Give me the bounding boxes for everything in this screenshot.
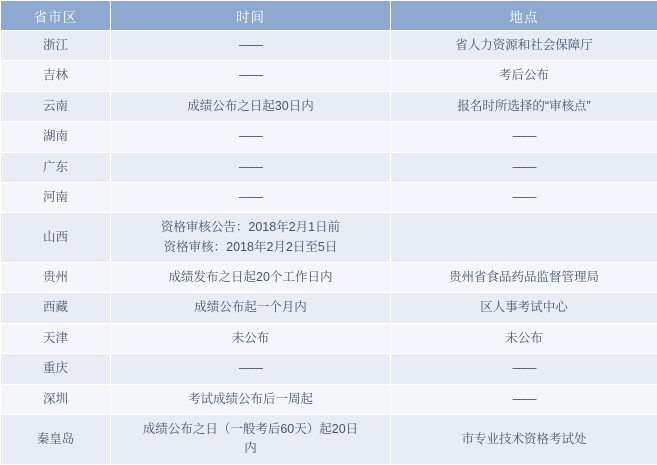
cell-place	[391, 122, 657, 152]
cell-region	[1, 384, 111, 414]
cell-text: ——	[395, 158, 653, 177]
cell-text: ——	[395, 188, 653, 207]
cell-time	[111, 213, 391, 263]
cell-time	[111, 414, 391, 464]
cell-text: 内	[115, 439, 386, 458]
cell-text: 考后公布	[395, 66, 653, 85]
cell-text: 河南	[5, 188, 106, 207]
cell-place	[391, 354, 657, 384]
cell-text: 秦皇岛	[5, 430, 106, 449]
cell-region	[1, 61, 111, 91]
table-row	[1, 323, 657, 353]
column-header-region: 省市区	[1, 1, 111, 31]
table-row	[1, 61, 657, 91]
cell-region	[1, 414, 111, 464]
cell-text: 市专业技术资格考试处	[395, 430, 653, 449]
cell-place	[391, 213, 657, 263]
cell-text: ——	[115, 36, 386, 55]
cell-text: 区人事考试中心	[395, 298, 653, 317]
column-header-place: 地点	[391, 1, 657, 31]
column-header-time: 时间	[111, 1, 391, 31]
cell-text: 西藏	[5, 298, 106, 317]
cell-text: 未公布	[395, 329, 653, 348]
table-row	[1, 182, 657, 212]
cell-text: ——	[395, 359, 653, 378]
table-row	[1, 213, 657, 263]
cell-region	[1, 152, 111, 182]
cell-text: ——	[115, 359, 386, 378]
table-header	[1, 1, 657, 31]
table-row	[1, 414, 657, 464]
table-header-row	[1, 1, 657, 31]
table-body	[1, 31, 657, 465]
cell-text: 资格审核公告：2018年2月1日前	[115, 218, 386, 237]
cell-place	[391, 323, 657, 353]
cell-place	[391, 414, 657, 464]
cell-text: 省人力资源和社会保障厅	[395, 36, 653, 55]
table-row	[1, 91, 657, 121]
cell-text: 吉林	[5, 66, 106, 85]
cell-time	[111, 31, 391, 61]
cell-place	[391, 91, 657, 121]
cell-text: 资格审核：2018年2月2日至5日	[115, 238, 386, 257]
cell-text: ——	[115, 66, 386, 85]
cell-text: 天津	[5, 329, 106, 348]
cell-time	[111, 384, 391, 414]
cell-time	[111, 182, 391, 212]
table-row	[1, 152, 657, 182]
cell-time	[111, 263, 391, 293]
cell-place	[391, 263, 657, 293]
cell-text: 云南	[5, 97, 106, 116]
cell-text: 广东	[5, 158, 106, 177]
table-row	[1, 31, 657, 61]
cell-text: ——	[395, 127, 653, 146]
cell-text: ——	[115, 188, 386, 207]
cell-region	[1, 213, 111, 263]
cell-text: 未公布	[115, 329, 386, 348]
cell-text: ——	[115, 158, 386, 177]
cell-region	[1, 354, 111, 384]
cell-region	[1, 122, 111, 152]
cell-place	[391, 152, 657, 182]
cell-time	[111, 354, 391, 384]
cell-place	[391, 182, 657, 212]
cell-text: 贵州	[5, 268, 106, 287]
cell-time	[111, 323, 391, 353]
cell-text: 成绩公布之日起30日内	[115, 97, 386, 116]
cell-text: 深圳	[5, 390, 106, 409]
cell-text: 浙江	[5, 36, 106, 55]
cell-region	[1, 263, 111, 293]
cell-region	[1, 293, 111, 323]
cell-text: ——	[395, 390, 653, 409]
cell-place	[391, 293, 657, 323]
cell-time	[111, 91, 391, 121]
cell-time	[111, 293, 391, 323]
cell-text: 重庆	[5, 359, 106, 378]
cell-text: 成绩发布之日起20个工作日内	[115, 268, 386, 287]
cell-text: 湖南	[5, 127, 106, 146]
table-row	[1, 293, 657, 323]
cell-place	[391, 31, 657, 61]
cell-text: 山西	[5, 228, 106, 247]
cell-time	[111, 61, 391, 91]
cell-text: 贵州省食品药品监督管理局	[395, 268, 653, 287]
cell-place	[391, 384, 657, 414]
cell-text: ——	[115, 127, 386, 146]
cell-time	[111, 122, 391, 152]
table-row	[1, 263, 657, 293]
cell-region	[1, 91, 111, 121]
cell-region	[1, 182, 111, 212]
table-row	[1, 354, 657, 384]
cell-place	[391, 61, 657, 91]
cell-text: 报名时所选择的“审核点”	[395, 97, 653, 116]
table-row	[1, 384, 657, 414]
cell-text: 成绩公布起一个月内	[115, 298, 386, 317]
cell-region	[1, 31, 111, 61]
cell-time	[111, 152, 391, 182]
cell-region	[1, 323, 111, 353]
cell-text: 成绩公布之日（一般考后60天）起20日	[115, 420, 386, 439]
cell-text: 考试成绩公布后一周起	[115, 390, 386, 409]
table-row	[1, 122, 657, 152]
